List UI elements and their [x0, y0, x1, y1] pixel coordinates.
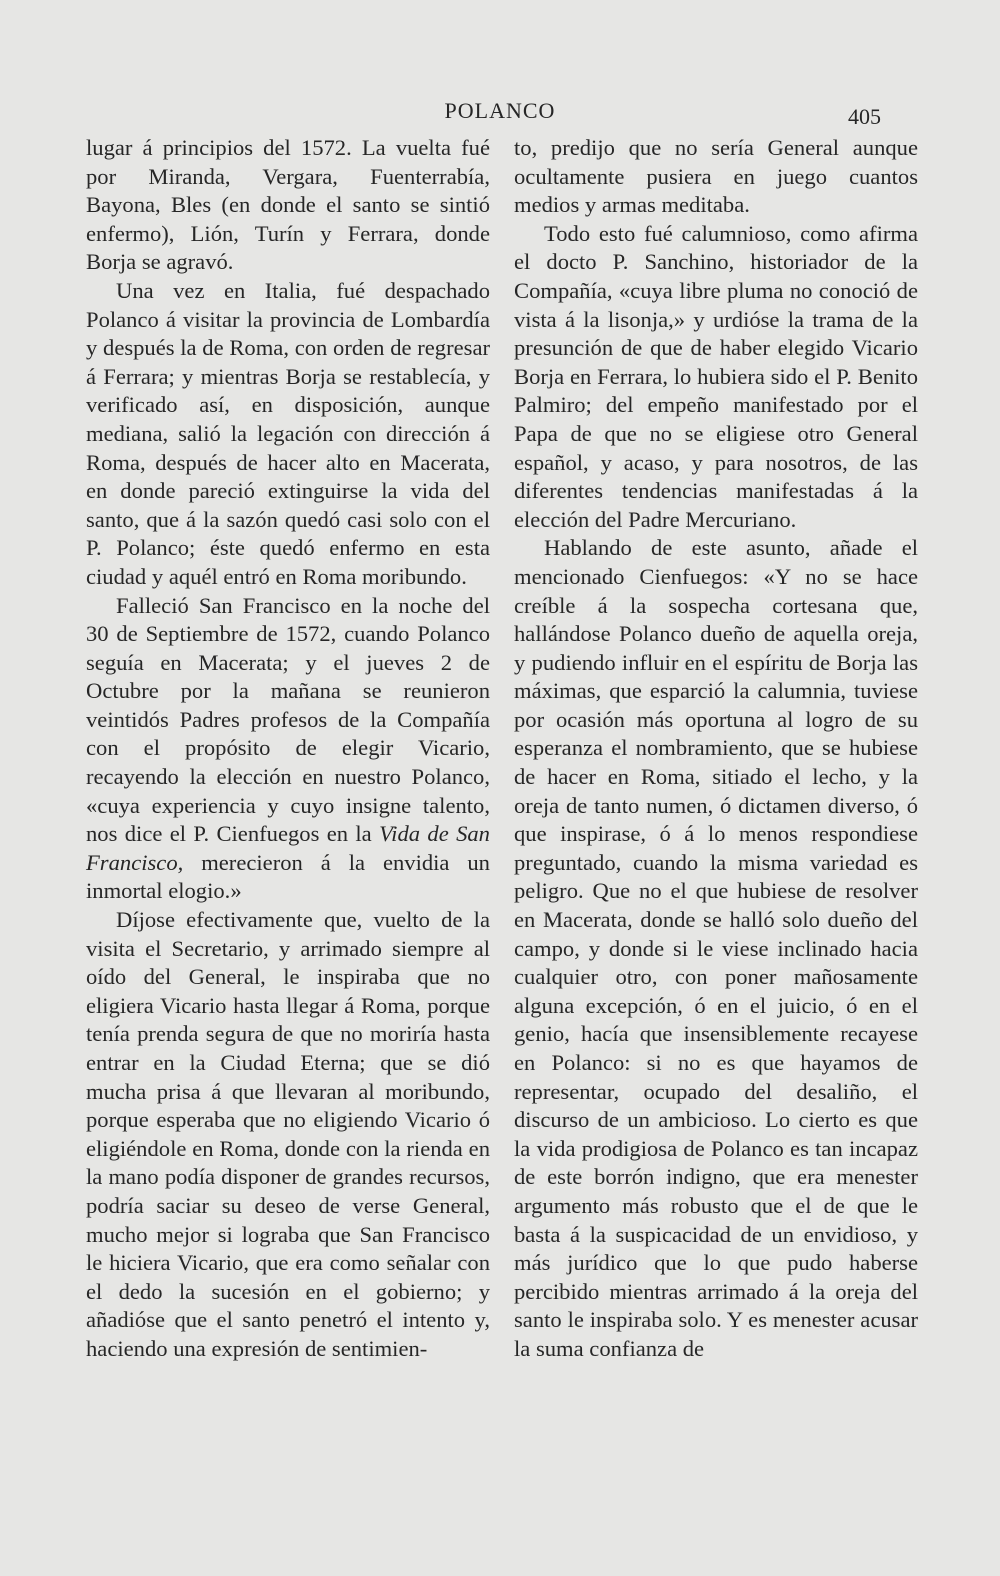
book-title-italic: Vida de San Francisco,	[86, 821, 490, 875]
paragraph: Todo esto fué calumnioso, como afirma el docto P. Sanchino, historiador de la Compañía, «cuya libre pluma no conoció de vista á la lisonja,» y urdióse la trama de la presunción de que de haber elegido Vicario Borja en Ferrara, lo hubiera sido el P. Benito Palmiro; del empeño manifestado por el Papa de que no se eligiese otro General español, y acaso, y para nosotros, de las diferentes tendencias manifestadas á la elección del Padre Mercuriano.	[514, 220, 918, 532]
paragraph-text: Falleció San Francisco en la noche del 30 de Septiembre de 1572, cuando Polanco seguía en Macerata; y el jueves 2 de Octubre por la mañana se reunieron veintidós Padres profesos de la Compañía con el propósito de elegir Vicario, recayendo la elección en nuestro Polanco, «cuya experiencia y cuyo insigne talento, nos dice el P. Cienfuegos en la	[86, 592, 490, 847]
paragraph: lugar á principios del 1572. La vuelta fué por Miranda, Vergara, Fuenterrabía, Bayona, Bles (en donde el santo se sintió enfermo), Lión, Turín y Ferrara, donde Borja se agravó.	[86, 135, 490, 275]
paragraph-text: merecieron á la envidia un inmortal elogio.»	[86, 849, 490, 904]
paragraph: to, predijo que no sería General aunque ocultamente pusiera en juego cuantos medios y armas meditaba.	[514, 135, 918, 218]
page-header	[0, 90, 1000, 130]
right-column	[514, 134, 918, 1364]
left-column	[86, 134, 490, 1364]
running-title: POLANCO	[444, 98, 556, 123]
paragraph: Hablando de este asunto, añade el mencionado Cienfuegos: «Y no se hace creíble á la sospecha cortesana que, hallándose Polanco dueño de aquella oreja, y pudiendo influir en el espíritu de Borja las máximas, que esparció la calumnia, tuviese por ocasión más oportuna al logro de su esperanza el nombramiento, que se hubiese de hacer en Roma, sitiado el lecho, y la oreja de tanto numen, ó dictamen diverso, ó que inspirase, ó á lo menos respondiese preguntado, cuando la misma variedad es peligro. Que no el que hubiese de resolver en Macerata, donde se halló solo dueño del campo, y donde si le viese inclinado hacia cualquier otro, con poner mañosamente alguna excepción, ó en el juicio, ó en el genio, hacía que insensiblemente recayese en Polanco: si no es que hayamos de representar, ocupado del desaliño, el discurso de un ambicioso. Lo cierto es que la vida prodigiosa de Polanco es tan incapaz de este borrón indigno, que era menester argumento más robusto que el de que le basta á la suspicacidad de un envidioso, y más jurídico que lo que pudo haberse percibido mientras arrimado á la oreja del santo le inspiraba solo. Y es menester acusar la suma confianza de	[514, 535, 918, 1361]
paragraph	[86, 592, 490, 907]
paragraph: Una vez en Italia, fué despachado Polanco á visitar la provincia de Lombardía y después la de Roma, con orden de regresar á Ferrara; y mientras Borja se restablecía, y verificado así, en disposición, aunque mediana, salió la legación con dirección á Roma, después de hacer alto en Macerata, en donde pareció extinguirse la vida del santo, que á la sazón quedó casi solo con el P. Polanco; éste quedó enfermo en esta ciudad y aquél entró en Roma moribundo.	[86, 277, 490, 589]
page-number: 405	[848, 104, 881, 129]
paragraph: Díjose efectivamente que, vuelto de la visita el Secretario, y arrimado siempre al oído del General, le inspiraba que no eligiera Vicario hasta llegar á Roma, porque tenía prenda segura de que no moriría hasta entrar en la Ciudad Eterna; que se dió mucha prisa á que llevaran al moribundo, porque esperaba que no eligiendo Vicario ó eligiéndole en Roma, donde con la rienda en la mano podía disponer de grandes recursos, podría saciar su deseo de verse General, mucho mejor si lograba que San Francisco le hiciera Vicario, que era como señalar con el dedo la sucesión en el gobierno; y añadióse que el santo penetró el intento y, haciendo una expresión de sentimien-	[86, 907, 490, 1361]
